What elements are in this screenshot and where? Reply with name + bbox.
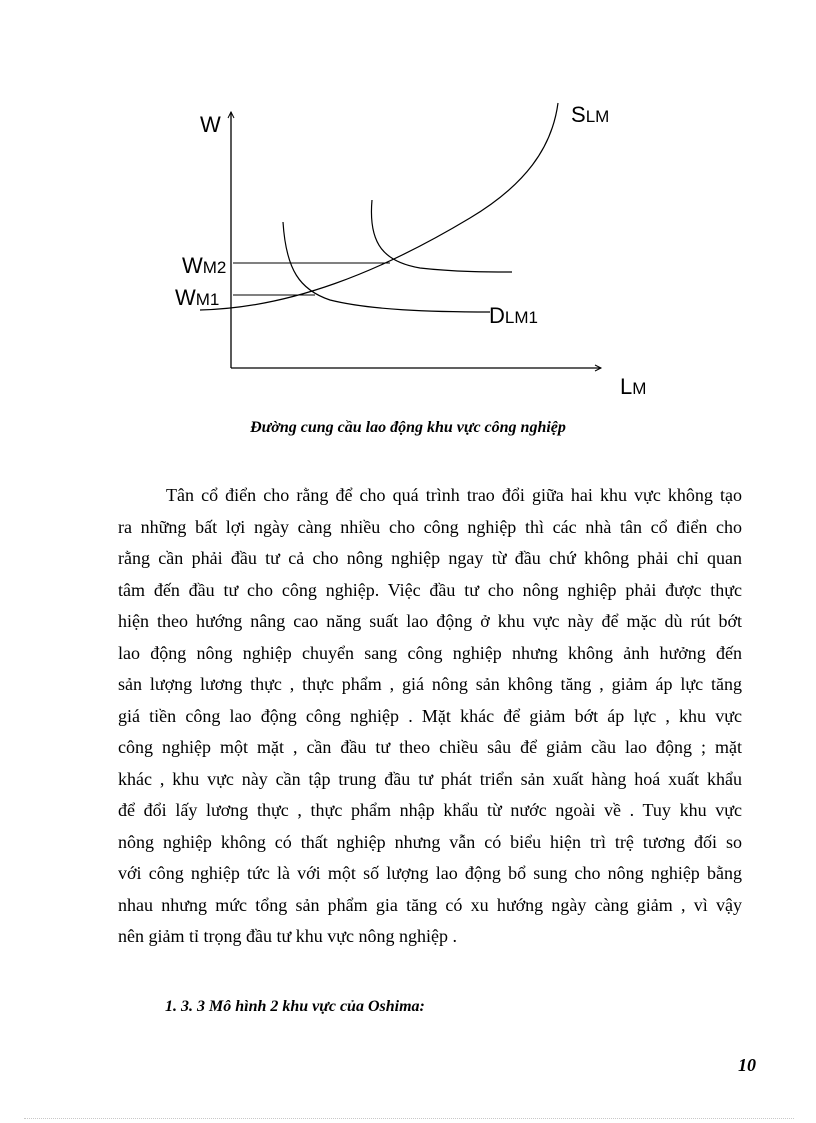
paragraph-line: nhau nhưng mức tổng sản phẩm gia tăng có xu hướng ngày càng giảm , vì vậy [118,894,742,915]
paragraph-line: tâm đến đầu tư cho công nghiệp. Việc đầu tư cho nông nghiệp phải được thực [118,579,742,600]
paragraph-line: sản lượng lương thực , thực phẩm , giá nông sản không tăng , giảm áp lực tăng [118,674,742,694]
paragraph-line: ra những bất lợi ngày càng nhiều cho công nghiệp thì các nhà tân cổ điển cho [118,516,742,537]
section-heading: 1. 3. 3 Mô hình 2 khu vực của Oshima: [165,998,425,1015]
y-axis-label: W [200,112,221,137]
paragraph-line: Tân cổ điển cho rằng để cho quá trình trao đổi giữa hai khu vực không tạo [166,485,742,505]
paragraph-line: nông nghiệp không có thất nghiệp nhưng vẫn có biểu hiện trì trệ tương đối so [118,831,742,852]
paragraph-line: lao động nông nghiệp chuyển sang công nghiệp nhưng không ảnh hưởng đến [118,642,742,663]
paragraph-line: giá tiền công lao động công nghiệp . Mặt khác để giảm bớt áp lực , khu vực [118,705,742,726]
demand-curve-1 [283,222,490,312]
supply-curve [200,103,558,310]
footer-divider [24,1118,794,1119]
labor-supply-demand-figure [0,0,816,400]
wage-level-2-label: WM2 [182,253,227,278]
supply-curve-label: SLM [571,102,610,127]
demand-curve-label: DLM1 [489,303,538,328]
figure-caption: Đường cung cầu lao động khu vực công nghiệp [250,419,566,436]
paragraph-line: rằng cần phải đầu tư cả cho nông nghiệp ngay từ đầu chứ không phải chỉ quan [118,548,742,568]
paragraph-line: nên giảm tỉ trọng đầu tư khu vực nông nghiệp . [118,926,457,946]
wage-level-1-label: WM1 [175,285,220,310]
figure-graphic [0,0,816,400]
paragraph-line: công nghiệp một mặt , cần đầu tư theo chiều sâu để giảm cầu lao động ; mặt [118,737,742,757]
paragraph-line: với công nghiệp tức là với một số lượng lao động bổ sung cho nông nghiệp bằng [118,863,742,883]
paragraph-line: để đổi lấy lương thực , thực phẩm nhập khẩu từ nước ngoài về . Tuy khu vực [118,800,742,820]
page-number: 10 [738,1055,756,1075]
x-axis-label: LM [620,374,647,399]
paragraph-line: khác , khu vực này cần tập trung đầu tư phát triển sản xuất hàng hoá xuất khẩu [118,768,742,789]
body-paragraph [118,480,742,953]
paragraph-line: hiện theo hướng nâng cao năng suất lao động ở khu vực này để mặc dù rút bớt [118,611,742,631]
demand-curve-2 [371,200,512,272]
